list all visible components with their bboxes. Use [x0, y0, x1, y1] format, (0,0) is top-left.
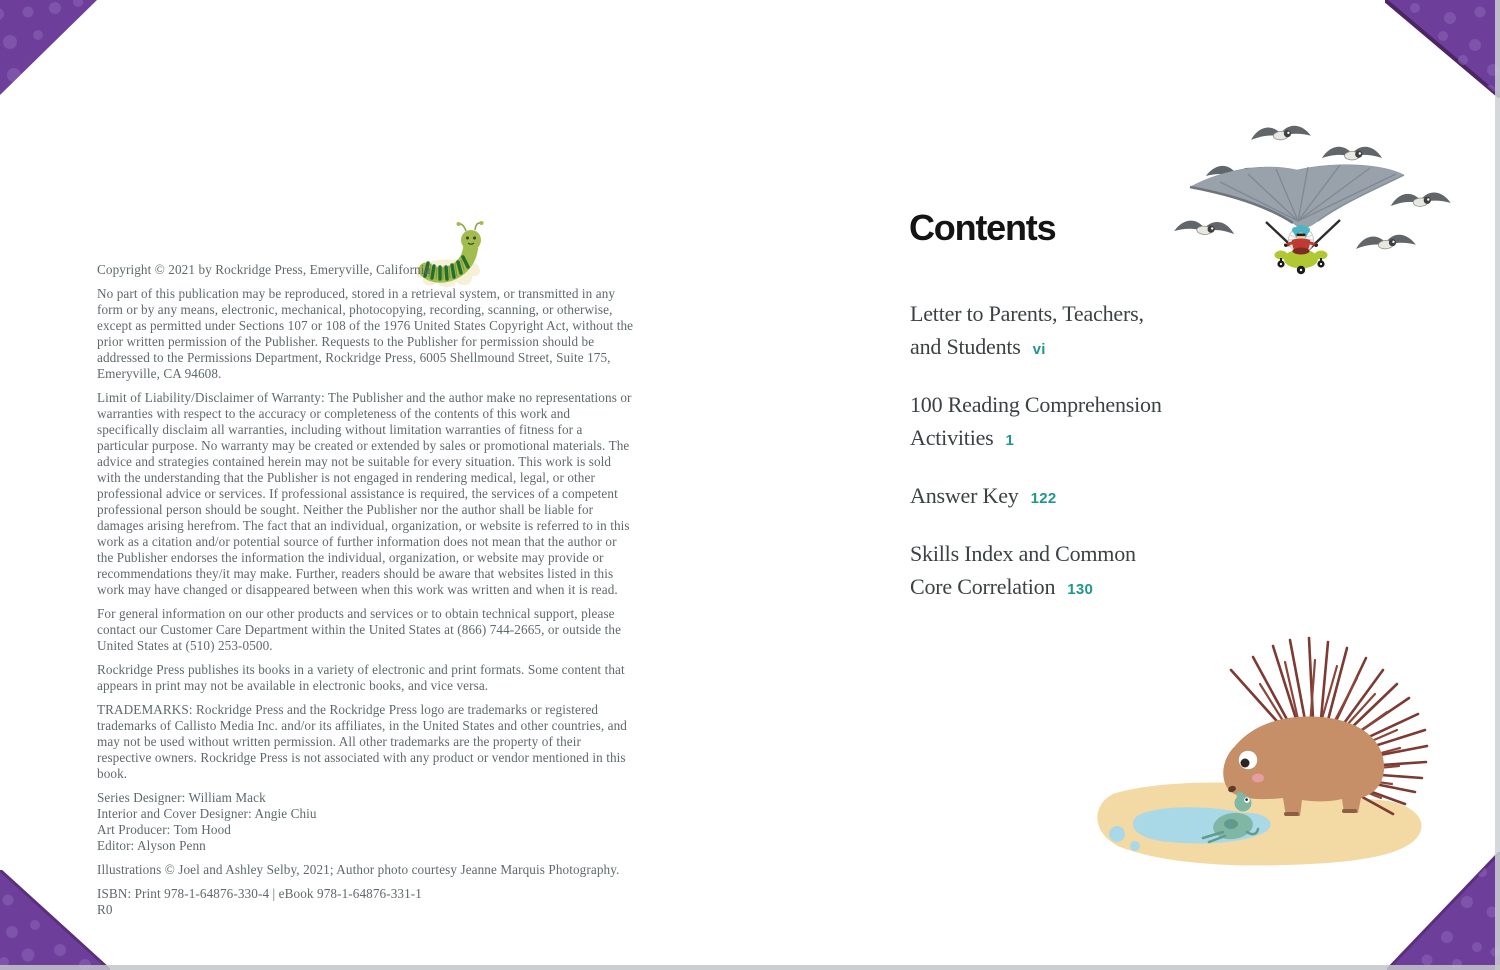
toc-entry-label: 100 Reading Comprehension [910, 392, 1162, 417]
illustration-credit-line: Illustrations © Joel and Ashley Selby, 2021; Author photo courtesy Jeanne Marquis Photography. [97, 862, 620, 877]
page-edge-bottom [0, 965, 1500, 970]
corner-decoration-bottom-left [0, 870, 110, 970]
legal-paragraph: Rockridge Press publishes its books in a variety of electronic and print formats. Some content that appears in print may not be available in electronic books, and vice versa. [97, 662, 625, 693]
toc-entry [910, 537, 1270, 606]
credit-line: Interior and Cover Designer: Angie Chiu [97, 806, 317, 821]
copyright-line: Copyright © 2021 by Rockridge Press, Emeryville, California [97, 262, 431, 277]
isbn-line: ISBN: Print 978-1-64876-330-4 | eBook 978-1-64876-331-1 [97, 886, 422, 901]
toc-entry-label: Skills Index and Common [910, 541, 1136, 566]
credit-line: Editor: Alyson Penn [97, 838, 206, 853]
credits-list [97, 790, 634, 854]
contents-title: Contents [909, 207, 1056, 248]
toc-entry-label: and Students vi [910, 334, 1046, 359]
copyright-page-text [97, 262, 634, 926]
legal-paragraph: Limit of Liability/Disclaimer of Warranty: The Publisher and the author make no representations or warranties with respect to the accuracy or completeness of the contents of this work and specifically disclaim all warranties, including without limitation warranties of fitness for a particular purpose. No warranty may be created or extended by sales or promotional materials. The advice and strategies contained herein may not be suitable for every situation. This work is sold with the understanding that the Publisher is not engaged in rendering medical, legal, or other professional advice or services. If professional assistance is required, the services of a competent professional person should be sought. Neither the Publisher nor the author shall be liable for damages arising herefrom. The fact that an individual, organization, or website is referred to in this work as a citation and/or potential source of further information does not mean that the author or the Publisher endorses the information the individual, organization, or website may provide or recommendations they/it may make. Further, readers should be aware that websites listed in this work may have changed or disappeared between when this work was written and when it is read. [97, 390, 632, 597]
hang-glider-illustration [1158, 118, 1458, 288]
toc-entry [910, 388, 1270, 457]
corner-decoration-top-left [0, 0, 98, 96]
porcupine-illustration [1085, 632, 1430, 878]
legal-paragraphs [97, 286, 634, 782]
legal-paragraph: No part of this publication may be reproduced, stored in a retrieval system, or transmitted in any form or by any means, electronic, mechanical, photocopying, recording, scanning, or otherwise, except as permitted under Sections 107 or 108 of the 1976 United States Copyright Act, without the prior written permission of the Publisher. Requests to the Publisher for permission should be addressed to the Permissions Department, Rockridge Press, 6005 Shellmound Street, Suite 175, Emeryville, CA 94608. [97, 286, 634, 381]
toc-page-number: 1 [1005, 432, 1015, 449]
credit-line: Series Designer: William Mack [97, 790, 266, 805]
toc-entry-label: Core Correlation 130 [910, 574, 1094, 599]
credit-line: Art Producer: Tom Hood [97, 822, 231, 837]
toc-entry-label: Letter to Parents, Teachers, [910, 301, 1144, 326]
toc-entry-label: Answer Key 122 [910, 483, 1057, 508]
page-edge-right [1495, 0, 1500, 970]
toc-page-number: vi [1032, 341, 1046, 358]
toc-entry-label: Activities 1 [910, 425, 1015, 450]
print-run-code: R0 [97, 902, 113, 917]
toc-entry [910, 297, 1270, 366]
toc-entry [910, 479, 1270, 515]
legal-paragraph: TRADEMARKS: Rockridge Press and the Rockridge Press logo are trademarks or registered trademarks of Callisto Media Inc. and/or its affiliates, in the United States and other countries, and may not be used without written permission. All other trademarks are the property of their respective owners. Rockridge Press is not associated with any product or vendor mentioned in this book. [97, 702, 627, 781]
corner-decoration-top-right [1385, 0, 1500, 98]
legal-paragraph: For general information on our other products and services or to obtain technical support, please contact our Customer Care Department within the United States at (866) 744-2665, or outside the United States at (510) 253-0500. [97, 606, 622, 653]
toc-page-number: 130 [1067, 581, 1094, 598]
table-of-contents [910, 297, 1270, 628]
toc-page-number: 122 [1030, 490, 1057, 507]
